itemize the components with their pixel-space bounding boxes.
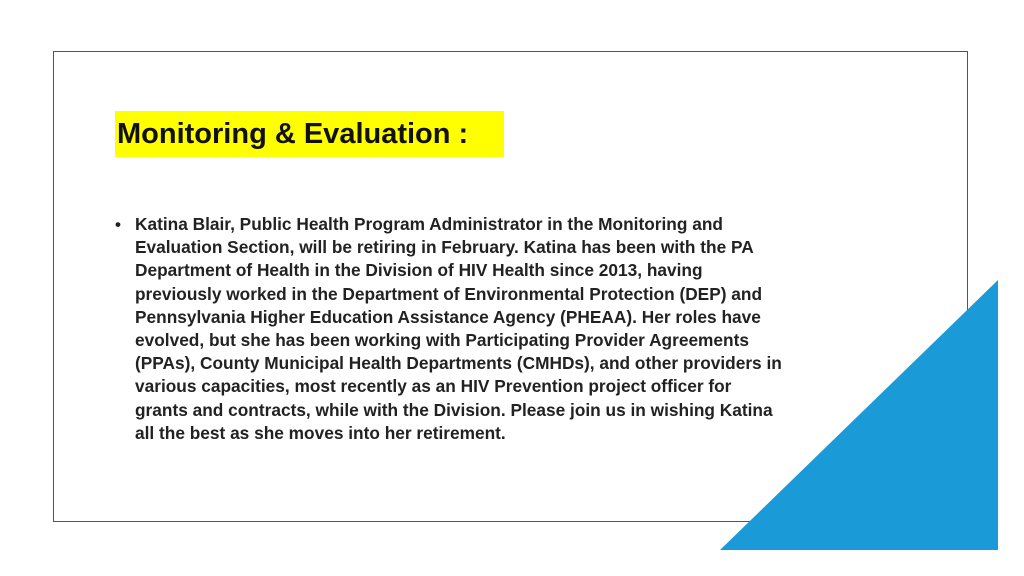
bullet-item [113, 213, 785, 445]
bullet-dot-icon: • [115, 215, 121, 234]
bullet-list [113, 213, 785, 445]
bullet-text: Katina Blair, Public Health Program Administrator in the Monitoring and Evaluation Section, will be retiring in February. Katina has been with the PA Department of Health in the Division of HIV Health since 2013, having previously worked in the Department of Environmental Protection (DEP) and Pennsylvania Higher Education Assistance Agency (PHEAA). Her roles have evolved, but she has been working with Participating Provider Agreements (PPAs), County Municipal Health Departments (CMHDs), and other providers in various capacities, most recently as an HIV Prevention project officer for grants and contracts, while with the Division. Please join us in wishing Katina all the best as she moves into her retirement. [135, 214, 782, 443]
slide-title: Monitoring & Evaluation : [117, 118, 469, 150]
corner-accent-triangle [720, 280, 998, 550]
accent-triangle-shape [720, 280, 998, 550]
